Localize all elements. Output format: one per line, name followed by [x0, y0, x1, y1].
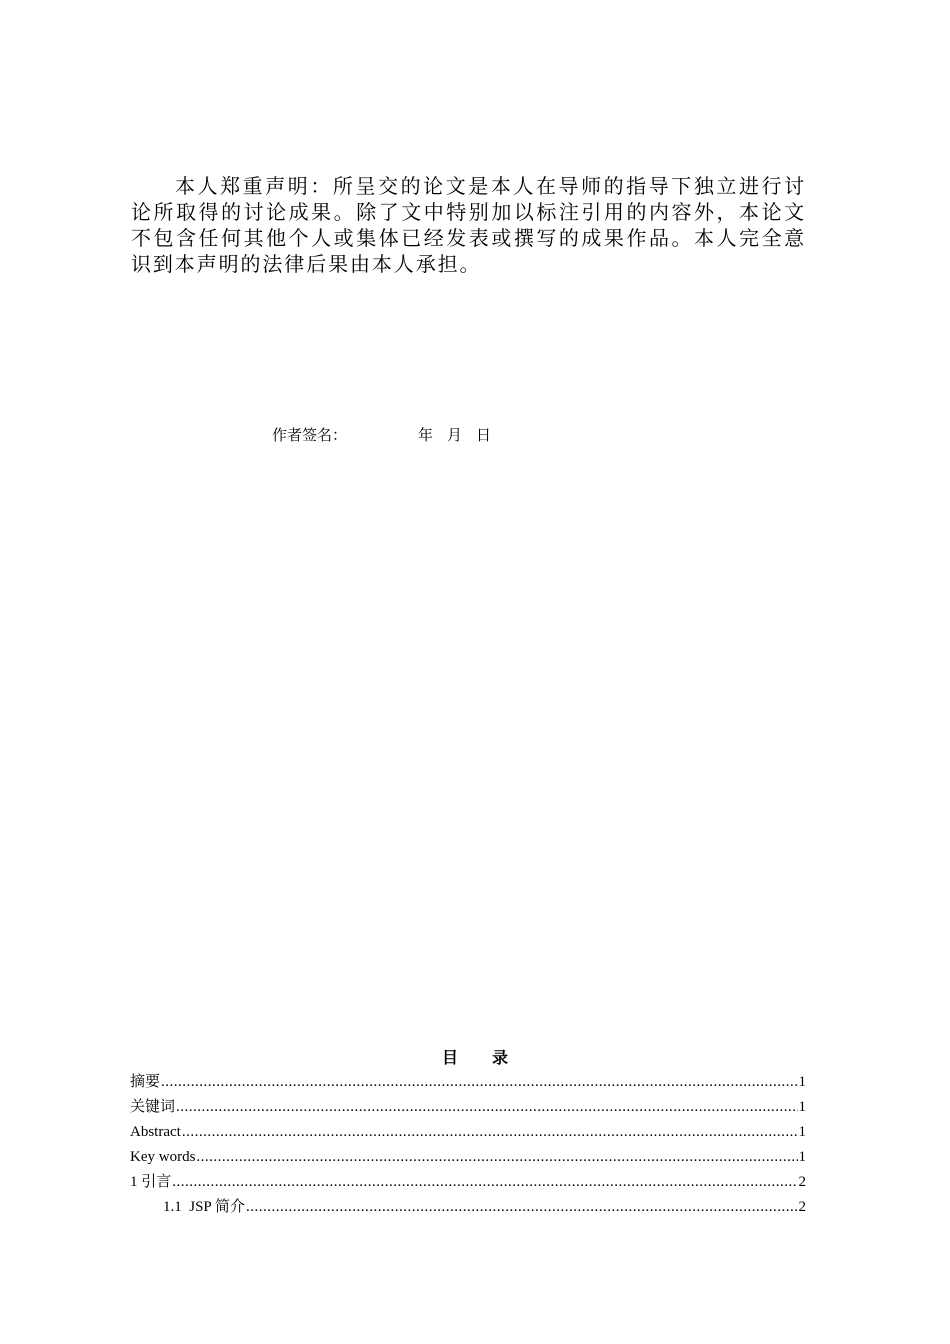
toc-entry-page: 2 — [798, 1199, 806, 1215]
toc-leader-dots — [176, 1096, 797, 1118]
toc-entry-abstract-en[interactable] — [130, 1121, 806, 1146]
toc-leader-dots — [246, 1196, 798, 1218]
toc-entry-page: 1 — [798, 1149, 806, 1165]
toc-entry-introduction[interactable] — [130, 1171, 806, 1196]
toc-entry-page: 1 — [798, 1124, 806, 1140]
table-of-contents — [130, 1071, 806, 1221]
declaration-paragraph: 本人郑重声明：所呈交的论文是本人在导师的指导下独立进行讨论所取得的讨论成果。除了文中特别加以标注引用的内容外，本论文不包含任何其他个人或集体已经发表或撰写的成果作品。本人完全意识到本声明的法律后果由本人承担。 — [131, 174, 806, 276]
toc-leader-dots — [196, 1146, 797, 1168]
signature-line — [272, 425, 505, 445]
toc-entry-abstract-cn[interactable] — [130, 1071, 806, 1096]
toc-entry-label: 关键词 — [130, 1099, 176, 1115]
toc-entry-page: 1 — [798, 1099, 806, 1115]
toc-leader-dots — [182, 1121, 798, 1143]
toc-entry-label: 1 引言 — [130, 1174, 172, 1190]
date-day-label: 日 — [476, 426, 492, 444]
date-month-label: 月 — [447, 426, 463, 444]
toc-entry-jsp-intro[interactable] — [130, 1196, 806, 1221]
toc-entry-label: Abstract — [130, 1124, 181, 1140]
toc-title-left: 目 — [441, 1048, 458, 1067]
toc-title — [0, 1047, 950, 1069]
toc-entry-page: 1 — [798, 1074, 806, 1090]
toc-entry-keywords-en[interactable] — [130, 1146, 806, 1171]
author-signature-label: 作者签名： — [272, 426, 348, 444]
toc-title-right: 录 — [492, 1048, 509, 1067]
toc-entry-label: 1.1 JSP 简介 — [163, 1199, 245, 1215]
toc-entry-keywords-cn[interactable] — [130, 1096, 806, 1121]
date-year-label: 年 — [418, 426, 434, 444]
toc-entry-page: 2 — [798, 1174, 806, 1190]
toc-leader-dots — [172, 1171, 797, 1193]
toc-entry-label: 摘要 — [130, 1074, 161, 1090]
toc-leader-dots — [161, 1071, 797, 1093]
toc-entry-label: Key words — [130, 1149, 196, 1165]
